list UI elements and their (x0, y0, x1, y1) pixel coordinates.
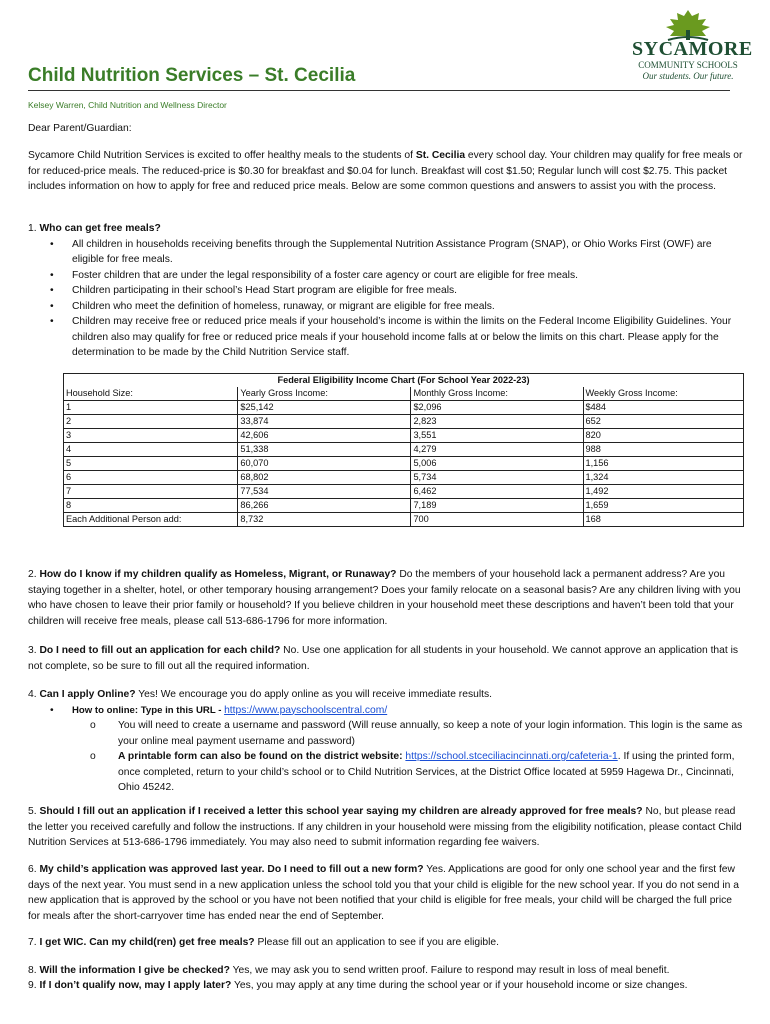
q2-answer: Do the members of your household lack a permanent address? Are you staying together in a shelter, hotel, or other temporary housing arrangement? Does your family relocate on a seasonal basis? Are any children living with you who have chosen to leave their prior family or household? If you believe children in your household meet these descriptions and haven’t been told that your children will receive free meals, please call 513-686-1796 for more information. (28, 569, 741, 627)
table-cell: 6 (64, 471, 238, 485)
question-7 (28, 935, 744, 951)
q4-online-label: How to online: Type in this URL - (72, 704, 225, 716)
q4-subitem-1 (28, 718, 744, 749)
q1-bullet-item (28, 314, 744, 361)
bullet-icon: • (50, 316, 54, 327)
table-cell: 700 (411, 513, 583, 527)
q1-bullet-list (28, 237, 744, 361)
q1-number: 1. (28, 223, 40, 234)
q6-question: My child’s application was approved last year. Do I need to fill out a new form? (39, 864, 424, 875)
table-cell: 4,279 (411, 443, 583, 457)
column-header: Household Size: (64, 387, 238, 401)
q4-online-bullet (28, 703, 744, 719)
greeting: Dear Parent/Guardian: (28, 123, 132, 134)
table-cell: 86,266 (238, 499, 411, 513)
table-row (64, 457, 744, 471)
table-row (64, 499, 744, 513)
bullet-icon: • (50, 238, 54, 250)
table-cell: 168 (583, 513, 744, 527)
table-cell: $2,096 (411, 401, 583, 415)
table-cell: 1 (64, 401, 238, 415)
column-header: Monthly Gross Income: (411, 387, 583, 401)
q9-question: If I don’t qualify now, may I apply later? (39, 980, 232, 991)
payschools-link[interactable]: https://www.payschoolscentral.com/ (224, 704, 388, 716)
question-6 (28, 862, 744, 924)
table-cell: 4 (64, 443, 238, 457)
bullet-icon: • (50, 704, 54, 716)
intro-school: St. Cecilia (415, 150, 466, 161)
table-row (64, 443, 744, 457)
table-cell: 8 (64, 499, 238, 513)
q8-number: 8. (28, 965, 40, 976)
logo-subtitle: COMMUNITY SCHOOLS (638, 60, 738, 70)
table-cell: 1,324 (583, 471, 744, 485)
q7-question: I get WIC. Can my child(ren) get free meals? (39, 937, 255, 948)
q4-sub1-text: You will need to create a username and password (Will reuse annually, so keep a note of your login information. This login is the same as your online meal payment username and password) (118, 720, 743, 747)
bullet-icon: • (50, 285, 54, 296)
table-cell: 1,492 (583, 485, 744, 499)
intro-text-post: every school day. Your children may qualify for free meals or for reduced-price meals. The reduced-price is $0.30 for breakfast and $0.04 for lunch. Breakfast will cost $1.50; Regular lunch will cost $2.75. This packet includes information on how to apply for free and reduced price meals. Below are some common questions and answers to assist you with the process. (28, 150, 743, 192)
q7-number: 7. (28, 937, 40, 948)
q6-answer: Yes. Applications are good for only one school year and the first few days of the next year. You must send in a new application unless the school told you that your child is eligible for the new school year. If you do not send in a new application that is approved by the school or you have not been notified that your child is eligible for free meals, your child will be charged the full price for meals after the short-carryover time has ended near the end of September. (28, 864, 739, 922)
q1-bullet-item (28, 283, 744, 299)
table-cell: 5,006 (411, 457, 583, 471)
q9-answer: Yes, you may apply at any time during the school year or if your household income or size changes. (231, 980, 688, 991)
table-cell: 42,606 (238, 429, 411, 443)
circle-bullet-icon: o (90, 720, 96, 731)
q4-list (28, 703, 744, 719)
table-cell: Each Additional Person add: (64, 513, 238, 527)
column-header: Yearly Gross Income: (238, 387, 411, 401)
q4-sub2-text: . If using the printed form, once completed, return to your child’s school or to Child Nutrition Services, at the District Office located at 5959 Hagewa Dr., Cincinnati, Ohio 45242. (118, 751, 735, 793)
director-line: Kelsey Warren, Child Nutrition and Wellness Director (28, 100, 227, 110)
table-cell: 988 (583, 443, 744, 457)
q9-number: 9. (28, 980, 40, 991)
q1-bullet-text: Foster children that are under the legal responsibility of a foster care agency or court are eligible for free meals. (72, 269, 578, 281)
q1-bullet-item (28, 268, 744, 284)
bullet-icon: • (50, 300, 54, 312)
table-cell: 7,189 (411, 499, 583, 513)
logo-name: SYCAMORE (632, 38, 753, 60)
question-8 (28, 963, 744, 979)
q2-number: 2. (28, 569, 40, 580)
table-cell: 7 (64, 485, 238, 499)
q1-bullet-text: Children may receive free or reduced price meals if your household’s income is within the limits on the Federal Income Eligibility Guidelines. Your children also may qualify for free or reduced price meals if your household income falls at or below the limits on this chart. Please apply for the determination to be made by the Child Nutrition Service staff. (72, 316, 732, 358)
q4-number: 4. (28, 689, 40, 700)
q4-sub2-label: A printable form can also be found on the district website: (118, 751, 406, 762)
q1-bullet-text: Children who meet the definition of homeless, runaway, or migrant are eligible for free meals. (72, 300, 495, 312)
table-cell: 8,732 (238, 513, 411, 527)
q5-answer: No, but please read the letter you received carefully and follow the instructions. If any children in your household were missing from the eligibility notification, please contact Child Nutrition Services at 513-686-1796 immediately. You may also need to submit information regarding fee waivers. (28, 806, 742, 848)
q3-answer: No. Use one application for all students in your household. We cannot approve an application that is not complete, so be sure to fill out all the required information. (28, 645, 739, 672)
q3-question: Do I need to fill out an application for each child? (39, 645, 281, 656)
q3-number: 3. (28, 645, 40, 656)
table-row (64, 485, 744, 499)
table-row (64, 471, 744, 485)
q1-bullet-item (28, 237, 744, 268)
table-header-row (64, 387, 744, 401)
district-logo (632, 8, 753, 86)
question-5 (28, 804, 744, 851)
question-2 (28, 567, 744, 629)
table-cell: $25,142 (238, 401, 411, 415)
income-eligibility-table (63, 373, 744, 527)
table-cell: 60,070 (238, 457, 411, 471)
header-divider (28, 90, 730, 91)
table-cell: 1,659 (583, 499, 744, 513)
table-cell: 2 (64, 415, 238, 429)
intro-text-pre: Sycamore Child Nutrition Services is excited to offer healthy meals to the students of (28, 150, 416, 161)
table-cell: 68,802 (238, 471, 411, 485)
page-title: Child Nutrition Services – St. Cecilia (28, 65, 356, 86)
q7-answer: Please fill out an application to see if you are eligible. (254, 937, 500, 948)
table-cell: 51,338 (238, 443, 411, 457)
district-cafeteria-link[interactable]: https://school.stceciliacincinnati.org/cafeteria-1 (405, 751, 618, 762)
table-row (64, 513, 744, 527)
table-row (64, 415, 744, 429)
q5-question: Should I fill out an application if I received a letter this school year saying my children are already approved for free meals? (39, 806, 643, 817)
question-1 (28, 221, 744, 361)
q2-question: How do I know if my children qualify as Homeless, Migrant, or Runaway? (39, 569, 397, 580)
q4-answer: Yes! We encourage you do apply online as you will receive immediate results. (135, 689, 492, 700)
q1-bullet-text: All children in households receiving benefits through the Supplemental Nutrition Assistance Program (SNAP), or Ohio Works First (OWF) are eligible for free meals. (72, 238, 712, 265)
q4-question: Can I apply Online? (39, 689, 136, 700)
table-cell: 652 (583, 415, 744, 429)
table-row (64, 401, 744, 415)
table-cell: 5,734 (411, 471, 583, 485)
table-cell: 3,551 (411, 429, 583, 443)
table-cell: 1,156 (583, 457, 744, 471)
table-cell: 820 (583, 429, 744, 443)
table-cell: 33,874 (238, 415, 411, 429)
logo-tagline: Our students. Our future. (642, 71, 734, 81)
table-cell: 77,534 (238, 485, 411, 499)
q1-question: Who can get free meals? (39, 223, 161, 234)
q5-number: 5. (28, 806, 40, 817)
question-4 (28, 687, 744, 796)
q1-bullet-item (28, 299, 744, 315)
intro-paragraph (28, 148, 744, 195)
q8-answer: Yes, we may ask you to send written proof. Failure to respond may result in loss of meal benefit. (229, 965, 670, 976)
table-cell: 3 (64, 429, 238, 443)
sycamore-tree-icon (662, 8, 714, 42)
table-cell: 2,823 (411, 415, 583, 429)
bullet-icon: • (50, 269, 54, 281)
circle-bullet-icon: o (90, 751, 96, 762)
question-3 (28, 643, 744, 674)
table-cell: 6,462 (411, 485, 583, 499)
q4-subitem-2 (28, 749, 744, 796)
question-9 (28, 978, 744, 994)
table-cell: 5 (64, 457, 238, 471)
q8-question: Will the information I give be checked? (39, 965, 230, 976)
q6-number: 6. (28, 864, 40, 875)
table-row (64, 429, 744, 443)
table-cell: $484 (583, 401, 744, 415)
table-title: Federal Eligibility Income Chart (For School Year 2022-23) (64, 374, 744, 388)
column-header: Weekly Gross Income: (583, 387, 744, 401)
q1-bullet-text: Children participating in their school’s Head Start program are eligible for free meals. (72, 285, 457, 296)
